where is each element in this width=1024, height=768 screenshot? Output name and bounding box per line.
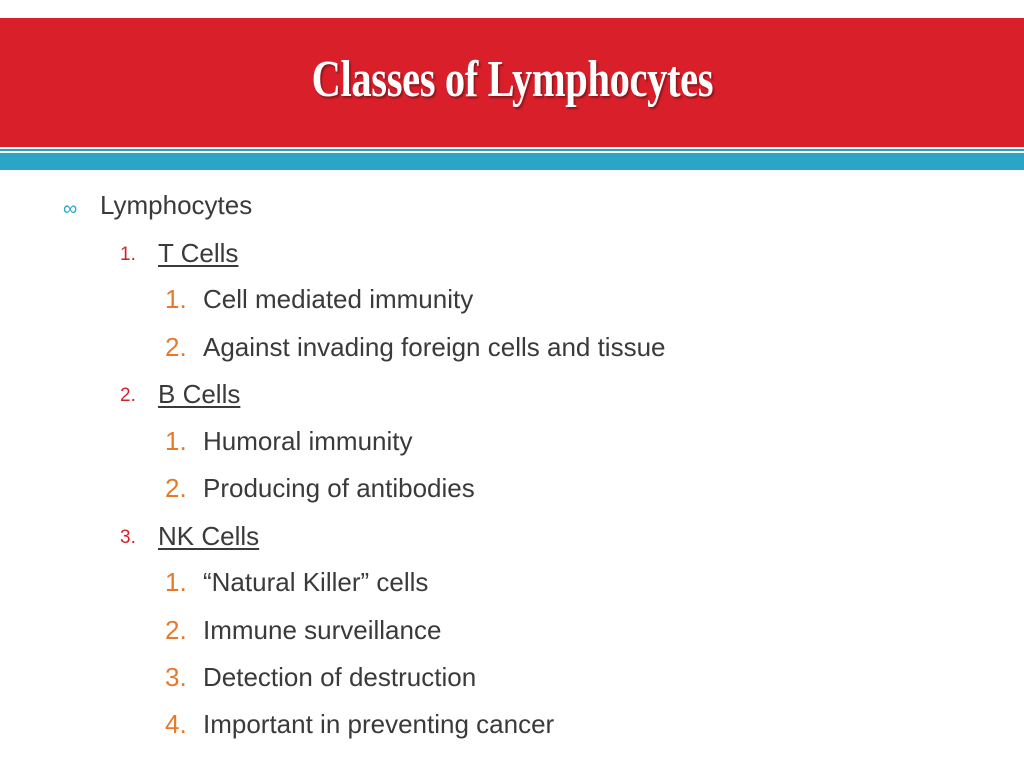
list-item: Humoral immunity [203, 426, 413, 456]
group-number: 3. [120, 527, 136, 548]
list-item: Detection of destruction [203, 662, 477, 692]
item-number: 1. [165, 284, 187, 314]
group-number: 2. [120, 385, 136, 406]
group-number: 1. [120, 244, 136, 265]
item-number: 4. [165, 709, 187, 739]
list-item: Producing of antibodies [203, 473, 475, 503]
list-item: Against invading foreign cells and tissue [203, 332, 666, 362]
item-number: 2. [165, 473, 187, 503]
list-item: “Natural Killer” cells [203, 567, 429, 597]
swirl-bullet-icon: ∞ [63, 198, 78, 220]
group-label-nk-cells: NK Cells [158, 521, 260, 551]
item-number: 2. [165, 332, 187, 362]
main-bullet-heading: Lymphocytes [100, 190, 253, 220]
item-number: 1. [165, 426, 187, 456]
item-number: 1. [165, 567, 187, 597]
item-number: 2. [165, 615, 187, 645]
group-label-t-cells: T Cells [158, 238, 239, 268]
list-item: Important in preventing cancer [203, 709, 555, 739]
group-label-b-cells: B Cells [158, 379, 241, 409]
list-item: Cell mediated immunity [203, 284, 474, 314]
slide-title: Classes of Lymphocytes [311, 51, 713, 108]
list-item: Immune surveillance [203, 615, 442, 645]
item-number: 3. [165, 662, 187, 692]
